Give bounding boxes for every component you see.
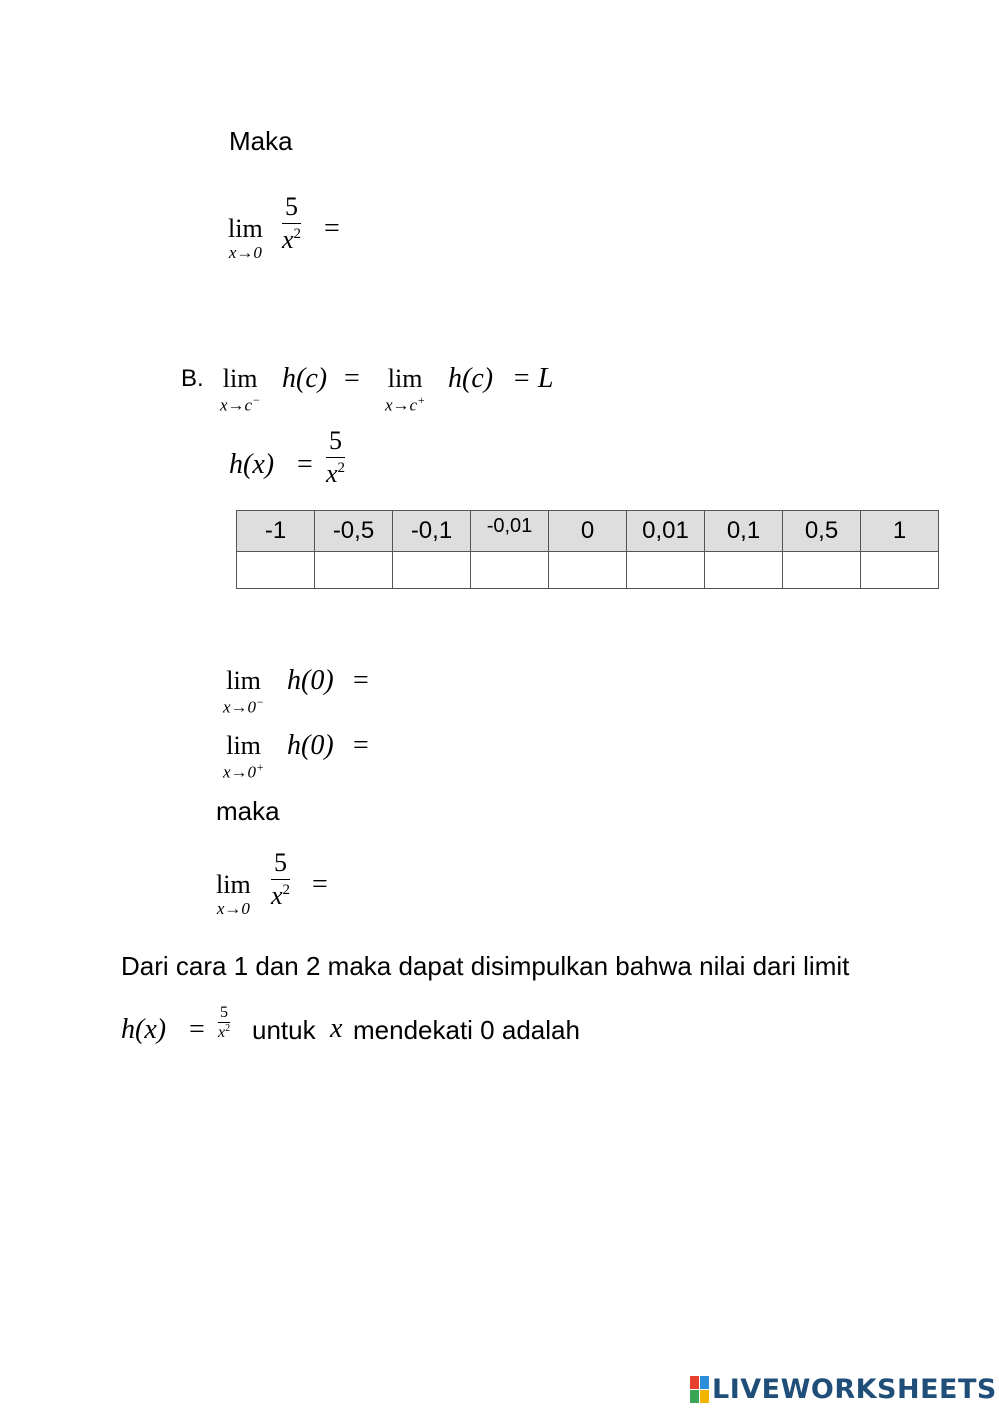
logo-text: LIVEWORKSHEETS [712,1374,997,1405]
maka-label-2: maka [216,796,280,826]
maka-label: Maka [229,126,293,156]
answer-input-cell[interactable] [471,552,549,589]
answer-input-cell[interactable] [783,552,861,589]
answer-input-cell[interactable] [705,552,783,589]
table-cell: 1 [861,511,939,552]
section-b-label: B. [181,365,204,392]
table-cell: -0,5 [315,511,393,552]
table-cell: 0 [549,511,627,552]
table-cell: 0,01 [627,511,705,552]
answer-input-cell[interactable] [315,552,393,589]
table-answer-row [237,552,939,589]
limit-operator [228,216,263,261]
fraction-5-over-x2: $\frac{5}{x^2}$ [326,426,346,488]
table-header-row [237,511,939,552]
limit-left-0: lim x→0− [223,666,265,717]
h-of-0-left: h(0) [287,665,334,696]
variable-x: x [330,1013,343,1044]
equals-sign: = [189,1014,205,1045]
logo-icon [690,1376,709,1403]
limit-left-c: lim x→c− [220,364,261,415]
h-of-x: h(x) [229,449,275,480]
values-table [236,510,939,589]
fraction-5-over-x2: $\frac{5}{x^2}$ [282,192,302,254]
answer-input-cell[interactable] [549,552,627,589]
h-of-x: h(x) [121,1014,167,1045]
conclusion-untuk: untuk [252,1015,316,1045]
answer-input-cell[interactable] [237,552,315,589]
lim-subscript: x→0 [228,243,262,262]
equals-sign: = [312,869,328,900]
equals-sign: = [344,363,360,394]
table-cell: -0,1 [393,511,471,552]
answer-input-cell[interactable] [627,552,705,589]
lim-word: lim [228,214,263,243]
table-cell: -0,01 [471,511,549,552]
equals-sign: = [324,213,340,244]
table-cell: 0,5 [783,511,861,552]
table-cell: -1 [237,511,315,552]
equals-sign: = [353,730,369,761]
equals-sign: = [297,449,313,480]
h-of-0-right: h(0) [287,730,334,761]
equals-sign: = [353,665,369,696]
h-of-c-right: h(c) [448,363,494,394]
fraction-5-over-x2-small: $\frac{5}{x^2}$ [218,1004,231,1041]
answer-input-cell[interactable] [861,552,939,589]
limit-operator: lim x→0 [216,870,251,918]
table-cell: 0,1 [705,511,783,552]
conclusion-text: Dari cara 1 dan 2 maka dapat disimpulkan bahwa nilai dari limit [121,951,850,981]
fraction-5-over-x2: $\frac{5}{x^2}$ [271,848,291,910]
equals-L: = L [512,363,554,394]
limit-right-0: lim x→0+ [223,731,265,782]
liveworksheets-logo [690,1374,997,1405]
limit-right-c: lim x→c+ [385,364,426,415]
answer-input-cell[interactable] [393,552,471,589]
conclusion-rest: mendekati 0 adalah [353,1015,580,1045]
h-of-c-left: h(c) [282,363,328,394]
